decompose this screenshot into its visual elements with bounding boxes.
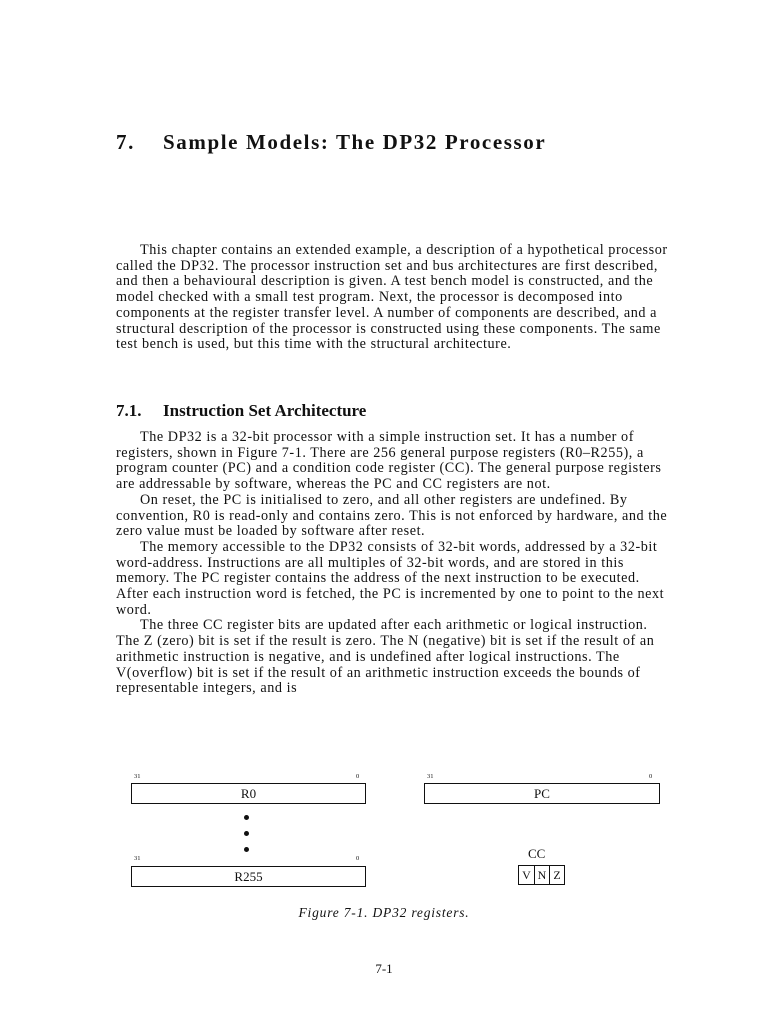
figure-caption: Figure 7-1. DP32 registers. — [298, 905, 470, 920]
section-number: 7.1. — [116, 401, 142, 420]
r255-low-bit: 0 — [356, 855, 360, 862]
ellipsis-dot — [244, 847, 249, 852]
r255-high-bit: 31 — [134, 855, 141, 862]
ellipsis-dot — [244, 815, 249, 820]
ellipsis-dot — [244, 831, 249, 836]
intro-paragraph: This chapter contains an extended example, a description of a hypothetical processor called the DP32. The processor instruction set and bus architectures are first described, and then a behavioural description is given. A test bench model is constructed, and the model checked with a small test program. Next, the processor is decomposed into components at the register transfer level. A number of components are described, and a structural description of the processor is constructed using these components. The same test bench is used, but this time with the structural architecture. — [116, 242, 668, 353]
r0-high-bit: 31 — [134, 773, 141, 780]
cc-bit-n: N — [534, 866, 549, 884]
r0-low-bit: 0 — [356, 773, 360, 780]
pc-high-bit: 31 — [427, 773, 434, 780]
section-body — [116, 430, 672, 697]
intro-section — [116, 243, 672, 353]
section-title: Instruction Set Architecture — [163, 401, 367, 420]
register-cc-label: CC — [528, 846, 546, 861]
register-r255 — [131, 866, 366, 887]
chapter-title-text: Sample Models: The DP32 Processor — [163, 130, 547, 154]
cc-bit-z: Z — [549, 866, 564, 884]
register-r0-label: R0 — [240, 786, 257, 801]
register-r255-label: R255 — [234, 869, 263, 884]
section-paragraph: The three CC register bits are updated after each arithmetic or logical instruction. The Z (zero) bit is set if the result is zero. The N (negative) bit is set if the result of an arithmetic instruction is negative, and is undefined after logical instructions. The V(overflow) bit is set if the result of an arithmetic instruction exceeds the bounds of representable integers, and is — [116, 617, 655, 697]
register-cc — [518, 865, 565, 885]
register-r0 — [131, 783, 366, 804]
section-paragraph: The memory accessible to the DP32 consists of 32-bit words, addressed by a 32-bit word-address. Instructions are all multiples of 32-bit words, and are stored in this memory. The PC register contains the address of the next instruction to be executed. After each instruction word is fetched, the PC is incremented by one to point to the next word. — [116, 538, 665, 618]
cc-bit-v: V — [522, 868, 531, 882]
section-paragraph: The DP32 is a 32-bit processor with a simple instruction set. It has a number of registers, shown in Figure 7-1. There are 256 general purpose registers (R0–R255), a program counter (PC) and a condition code register (CC). The general purpose registers are addressable by software, whereas the PC and CC registers are not. — [116, 429, 662, 493]
page-number: 7-1 — [375, 961, 393, 976]
chapter-title — [116, 130, 546, 155]
register-pc — [424, 783, 660, 804]
register-pc-label: PC — [534, 786, 550, 801]
pc-low-bit: 0 — [649, 773, 653, 780]
chapter-number: 7. — [116, 130, 135, 154]
section-paragraph: On reset, the PC is initialised to zero, and all other registers are undefined. By convention, R0 is read-only and contains zero. This is not enforced by hardware, and the zero value must be loaded by software after reset. — [116, 491, 668, 540]
section-heading — [116, 401, 366, 421]
